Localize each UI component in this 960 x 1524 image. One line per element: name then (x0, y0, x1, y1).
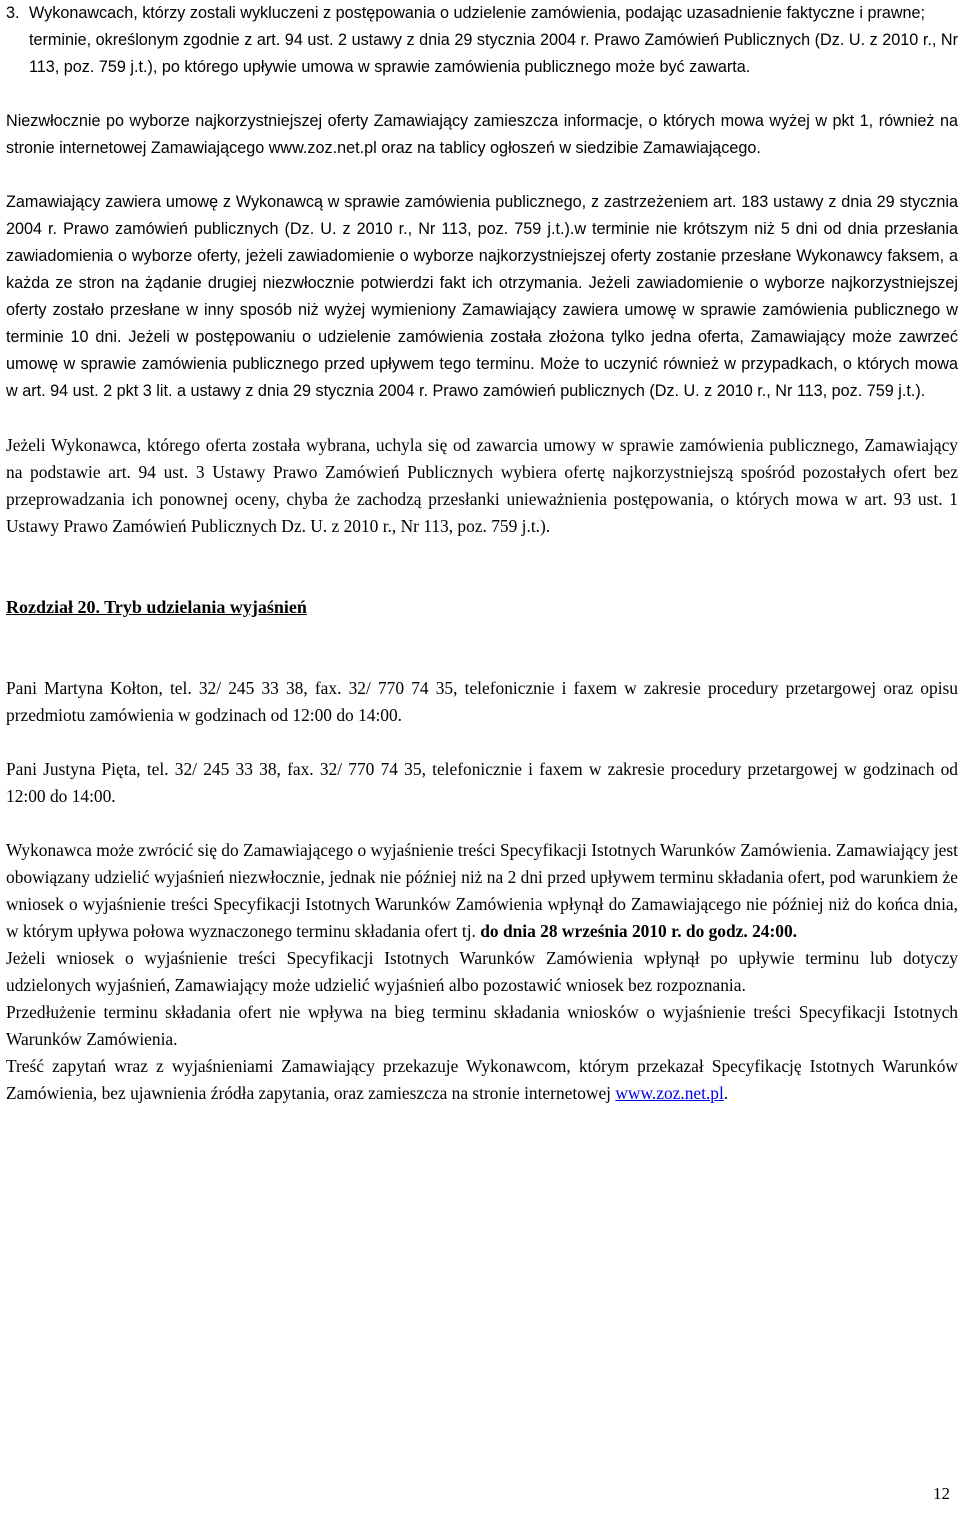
paragraph-tresc (6, 1053, 958, 1107)
contact-paragraph-1: Pani Martyna Kołton, tel. 32/ 245 33 38, fax. 32/ 770 74 35, telefonicznie i faxem w zakresie procedury przetargowej oraz opisu przedmiotu zamówienia w godzinach od 12:00 do 14:00. (6, 678, 958, 725)
list-item-continuation: terminie, określonym zgodnie z art. 94 ust. 2 ustawy z dnia 29 stycznia 2004 r. Prawo Zamówień Publicznych (Dz. U. z 2010 r., Nr 113, poz. 759 j.t.), po którego upływie umowa w sprawie zamówienia publicznego może być zawarta. (29, 31, 958, 76)
paragraph-tresc-end: . (723, 1083, 729, 1103)
deadline-text: do dnia 28 września 2010 r. do godz. 24:00. (480, 921, 798, 941)
paragraph-przedluzenie: Przedłużenie terminu składania ofert nie wpływa na bieg terminu składania wniosków o wyjaśnienie treści Specyfikacji Istotnych Warunków Zamówienia. (6, 1002, 958, 1049)
paragraph-wyjasnienie-text: Wykonawca może zwrócić się do Zamawiającego o wyjaśnienie treści Specyfikacji Istotnych Warunków Zamówienia. Zamawiający jest obowiązany udzielić wyjaśnień niezwłocznie, jednak nie później niż na 2 dni przed upływem terminu składania ofert, pod warunkiem że wniosek o wyjaśnienie treści Specyfikacji Istotnych Warunków Zamówienia wpłynął do Zamawiającego nie później niż do końca dnia, w którym upływa połowa wyznaczonego terminu składania ofert tj. (6, 840, 958, 941)
paragraph-tresc-text: Treść zapytań wraz z wyjaśnieniami Zamawiający przekazuje Wykonawcom, którym przekazał Specyfikację Istotnych Warunków Zamówienia, bez ujawnienia źródła zapytania, oraz zamieszcza na stronie internetowej (6, 1056, 958, 1103)
paragraph-wyjasnienie (6, 837, 958, 945)
paragraph-uchyla: Jeżeli Wykonawca, którego oferta została wybrana, uchyla się od zawarcia umowy w sprawie zamówienia publicznego, Zamawiający na podstawie art. 94 ust. 3 Ustawy Prawo Zamówień Publicznych wybiera ofertę najkorzystniejszą spośród pozostałych ofert bez przeprowadzania ich ponownej oceny, chyba że zachodzą przesłanki unieważnienia postępowania, o których mowa w art. 93 ust. 1 Ustawy Prawo Zamówień Publicznych Dz. U. z 2010 r., Nr 113, poz. 759 j.t.). (6, 435, 958, 536)
website-link[interactable]: www.zoz.net.pl (615, 1083, 724, 1103)
list-item-text: Wykonawcach, którzy zostali wykluczeni z postępowania o udzielenie zamówienia, podając uzasadnienie faktyczne i prawne; (29, 4, 926, 22)
list-item-3 (6, 0, 958, 81)
paragraph-po-terminie: Jeżeli wniosek o wyjaśnienie treści Specyfikacji Istotnych Warunków Zamówienia wpłynął po upływie terminu lub dotyczy udzielonych wyjaśnień, Zamawiający może udzielić wyjaśnień albo pozostawić wniosek bez rozpoznania. (6, 948, 958, 995)
list-number: 3. (6, 4, 20, 22)
paragraph-umowa (6, 189, 958, 405)
document-page (6, 0, 958, 1107)
page-number: 12 (933, 1484, 950, 1503)
paragraph-umowa-text: Zamawiający zawiera umowę z Wykonawcą w sprawie zamówienia publicznego, z zastrzeżeniem art. 183 ustawy z dnia 29 stycznia 2004 r. Prawo zamówień publicznych (Dz. U. z 2010 r., Nr 113, poz. 759 j.t.).w terminie nie krótszym niż 5 dni od dnia przesłania zawiadomienia o wyborze oferty, jeżeli zawiadomienie o wyborze najkorzystniejszej oferty zostanie przesłane Wykonawcy faksem, a każda ze stron na żądanie drugiej niezwłocznie potwierdzi fakt ich otrzymania. Jeżeli zawiadomienie o wyborze najkorzystniejszej oferty zostało przesłane w inny sposób niż wyżej wymieniony Zamawiający zawiera umowę w sprawie zamówienia publicznego w terminie 10 dni. Jeżeli w postępowaniu o udzielenie zamówienia została złożona tylko jedna oferta, Zamawiający może zawrzeć umowę w sprawie zamówienia publicznego przed upływem tego terminu. Może to uczynić również w przypadkach, o których mowa w art. 94 ust. 2 pkt 3 lit. a ustawy z dnia 29 stycznia 2004 r. Prawo zamówień publicznych (Dz. U. z 2010 r., Nr 113, poz. 759 j.t.). (6, 193, 958, 400)
contact-paragraph-2: Pani Justyna Pięta, tel. 32/ 245 33 38, fax. 32/ 770 74 35, telefonicznie i faxem w zakresie procedury przetargowej w godzinach od 12:00 do 14:00. (6, 759, 958, 806)
section-heading: Rozdział 20. Tryb udzielania wyjaśnień (6, 597, 307, 617)
paragraph-info: Niezwłocznie po wyborze najkorzystniejszej oferty Zamawiający zamieszcza informacje, o których mowa wyżej w pkt 1, również na stronie internetowej Zamawiającego www.zoz.net.pl oraz na tablicy ogłoszeń w siedzibie Zamawiającego. (6, 112, 958, 157)
